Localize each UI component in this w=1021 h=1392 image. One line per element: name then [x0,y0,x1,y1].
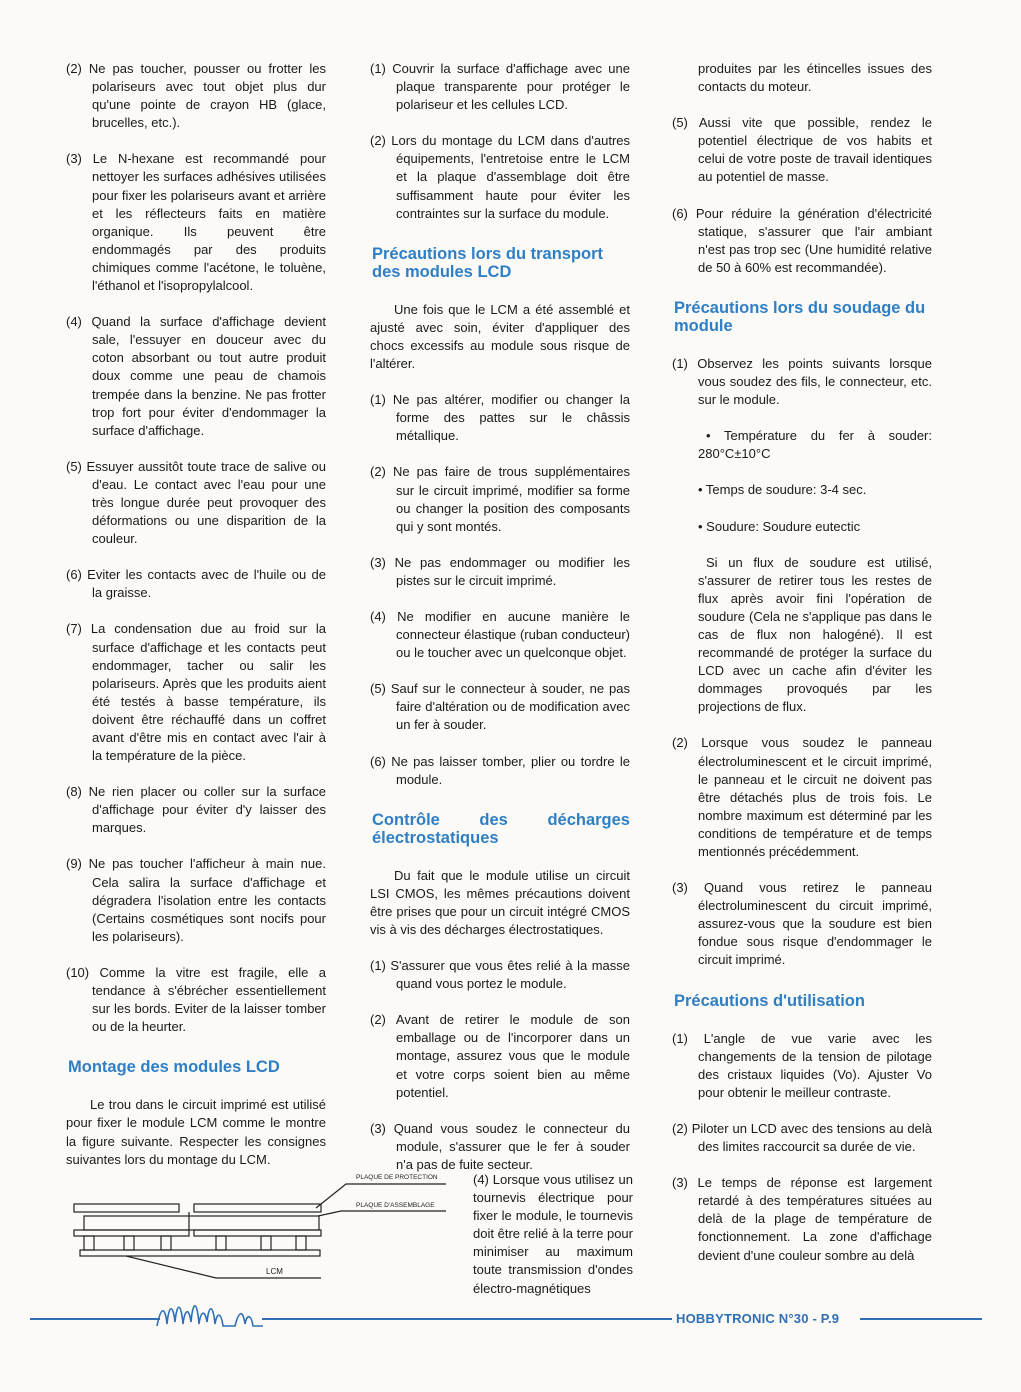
list-item: (2) Piloter un LCD avec des tensions au delà des limites raccourcit sa durée de vie. [672,1120,932,1155]
list-item: (3) Le temps de réponse est largement retardé à des températures situées au delà de la plage de température de fonctionnement. La zone d'affichage devient d'une couleur sombre au delà [672,1175,932,1263]
section-heading-utilisation: Précautions d'utilisation [674,991,865,1010]
list-item: (5) Sauf sur le connecteur à souder, ne pas faire d'altération ou de modification avec un fer à souder. [370,681,630,733]
list-item: (6) Ne pas laisser tomber, plier ou tordre le module. [370,753,630,787]
list-item: (5) Aussi vite que possible, rendez le potentiel électrique de vos habits et celui de votre poste de travail identiques au potentiel de masse. [672,115,932,185]
footer-rule-mid [262,1318,672,1320]
label-protection: PLAQUE DE PROTECTION [356,1174,438,1181]
list-item-4-screwdriver: (4) Lorsque vous utilisez un tournevis électrique pour fixer le module, le tournevis doit être relié à la terre pour minimiser au maximum toute transmission d'ondes électro-magnétiques [473,1172,633,1296]
list-item: (3) Ne pas endommager ou modifier les pistes sur le circuit imprimé. [370,554,630,588]
squiggle-logo [155,1296,265,1330]
paragraph-continued: produites par les étincelles issues des contacts du moteur. [698,61,932,95]
lcm-body [84,1216,319,1230]
list-item: (2) Lorsque vous soudez le panneau électroluminescent et le circuit imprimé, le panneau et le circuit ne doivent pas être détachés plus de trois fois. Le nombre maximum est déterminé par les conditions de température et de temps mentionnés précédemment. [672,735,932,859]
list-item: (4) Quand la surface d'affichage devient sale, l'essuyer en douceur avec du coton absorbant ou tout autre produit doux comme une peau de chamois trempée dans la benzine. Ne pas frotter trop fort pour éviter d'endommager la surface d'affichage. [66,314,326,438]
list-item: (1) S'assurer que vous êtes relié à la masse quand vous portez le module. [370,958,630,992]
paragraph-esd: Du fait que le module utilise un circuit LSI CMOS, les mêmes précautions doivent être prises que pour un circuit intégré CMOS vis à vis des décharges électrostatiques. [370,867,630,937]
list-item: (1) Couvrir la surface d'affichage avec une plaque transparente pour protéger le polariseur et les cellules LCD. [370,61,630,113]
bullet-item: • Température du fer à souder: 280°C±10°C [698,428,932,462]
list-item: (1) Ne pas altérer, modifier ou changer la forme des pattes sur le châssis métallique. [370,392,630,444]
list-item: (7) La condensation due au froid sur la surface d'affichage et les contacts peut endommager, tacher ou salir les polariseurs. Après que les produits aient été testés à basse température, ils doivent être réchauffé dans un coffret avant d'être mis en contact avec l'air à la température de la pièce. [66,621,326,764]
column-1 [66,60,326,1187]
list-item: (4) Ne modifier en aucune manière le connecteur élastique (ruban conducteur) ou le toucher avec un quelconque objet. [370,608,630,661]
section-heading-esd: Contrôle des décharges électrostatiques [372,810,630,847]
protection-plate-right [194,1204,321,1212]
label-assemblage: PLAQUE D'ASSEMBLAGE [356,1202,435,1209]
list-item: (2) Lors du montage du LCM dans d'autres équipements, l'entretoise entre le LCM et la plaque d'assemblage doit être suffisamment haute pour éviter les contraintes sur la surface du module. [370,133,630,221]
column-3 [672,60,932,1283]
list-item: (5) Essuyer aussitôt toute trace de salive ou d'eau. Le contact avec l'eau pour une très longue durée peut provoquer des déformations ou une disparition de la couleur. [66,458,326,547]
list-item: (10) Comme la vitre est fragile, elle a tendance à s'ébrécher essentiellement sur les bords. Eviter de la laisser tomber ou de la heurter. [66,964,326,1035]
list-item: (8) Ne rien placer ou coller sur la surface d'affichage pour éviter d'y laisser des marques. [66,784,326,836]
footer-rule-right [860,1318,982,1320]
leader-lcm [126,1256,321,1278]
list-item: (1) L'angle de vue varie avec les changements de la tension de pilotage des cristaux liquides (Vo). Ajuster Vo pour obtenir le meilleur contraste. [672,1030,932,1100]
section-heading-transport: Précautions lors du transport des modules LCD [372,244,604,281]
list-item: (6) Eviter les contacts avec de l'huile ou de la graisse. [66,567,326,601]
list-item: (2) Ne pas faire de trous supplémentaires sur le circuit imprimé, modifier sa forme ou changer la position des composants qui y sont montés. [370,464,630,534]
bullet-item: • Temps de soudure: 3-4 sec. [698,482,867,498]
lcm-mounting-figure [66,1166,466,1286]
list-item: (6) Pour réduire la génération d'électricité statique, s'assurer que l'air ambiant n'est pas trop sec (Une humidité relative de 50 à 60% est recommandée). [672,205,932,275]
list-item: (3) Quand vous retirez le panneau électroluminescent du circuit imprimé, assurez-vous que la soudure est bien fondue sous risque d'endommager le circuit imprimé. [672,880,932,968]
label-lcm: LCM [266,1267,283,1276]
footer-page-label: HOBBYTRONIC N°30 - P.9 [676,1311,840,1326]
bullet-item: • Soudure: Soudure eutectic [698,518,861,534]
footer-rule-left [30,1318,160,1320]
column-2 [370,60,630,1192]
list-item: (2) Avant de retirer le module de son emballage ou de l'incorporer dans un montage, assurez vous que le module et votre corps soient bien au même potentiel. [370,1012,630,1100]
leader-assemblage [318,1211,446,1216]
section-heading-soudage: Précautions lors du soudage du module [674,298,926,335]
list-item: (3) Quand vous soudez le connecteur du module, s'assurer que le fer à souder n'a pas de fuite secteur. [370,1120,630,1172]
section-heading-montage: Montage des modules LCD [68,1058,280,1077]
protection-plate-left [74,1204,179,1212]
list-item: (3) Le N-hexane est recommandé pour nettoyer les surfaces adhésives utilisées pour fixer les polariseurs avant et arrière et les réflecteurs faits en matière organique. Ils peuvent être endommagés par des produits chimiques comme l'acétone, le toluène, l'éthanol et l'isopropylalcool. [66,151,326,294]
list-item: (2) Ne pas toucher, pousser ou frotter les polariseurs avec tout objet plus dur qu'une pointe de crayon HB (glace, brucelles, etc.). [66,61,326,131]
list-item: (1) Observez les points suivants lorsque vous soudez des fils, le connecteur, etc. sur le module. [672,355,932,408]
paragraph-flux: Si un flux de soudure est utilisé, s'assurer de retirer tous les restes de flux après avoir fini l'opération de soudure (Cela ne s'applique pas dans le cas de flux non halogéné). Il est recommandé de protéger la surface du LCD avec un cache afin d'éviter les dommages provoqués par les projections de flux. [698,554,932,715]
paragraph-transport: Une fois que le LCM a été assemblé et ajusté avec soin, éviter d'appliquer des chocs excessifs au module sous risque de l'altérer. [370,301,630,372]
list-item: (9) Ne pas toucher l'afficheur à main nue. Cela salira la surface d'affichage et dégradera l'isolation entre les contacts (Certains cosmétiques sont nocifs pour les polariseurs). [66,856,326,944]
paragraph-montage: Le trou dans le circuit imprimé est utilisé pour fixer le module LCM comme le montre la figure suivante. Respecter les consignes suivantes lors du montage du LCM. [66,1097,326,1167]
